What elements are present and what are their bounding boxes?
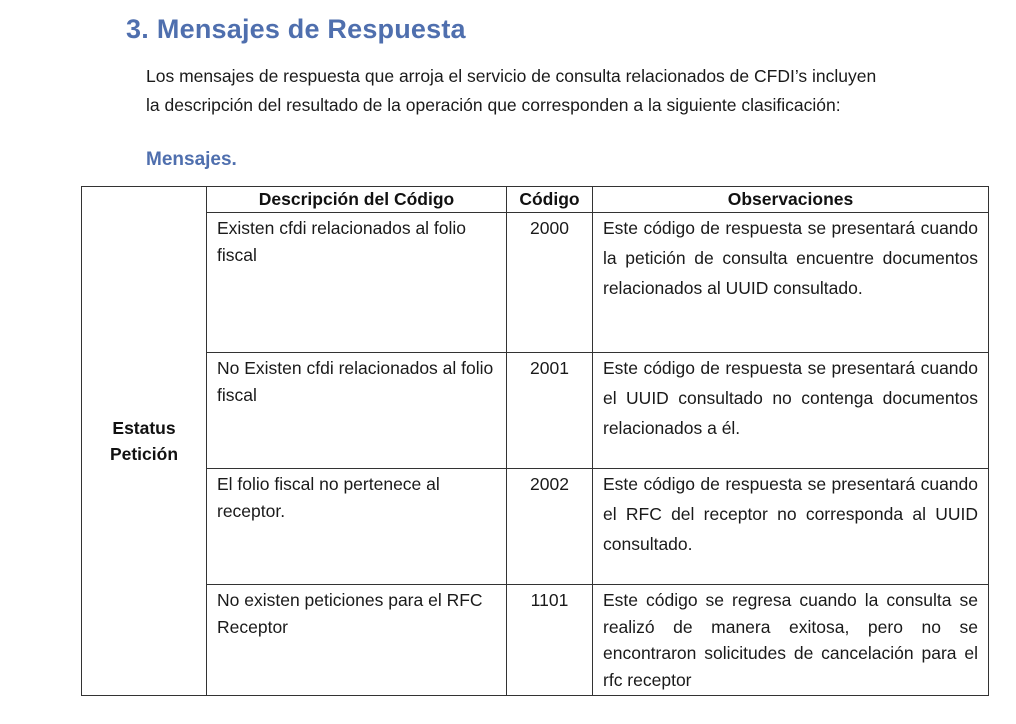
- row-code: 2002: [507, 469, 593, 585]
- header-description: Descripción del Código: [207, 187, 507, 213]
- table-row: [82, 213, 989, 353]
- header-code: Código: [507, 187, 593, 213]
- row-code: 1101: [507, 585, 593, 696]
- response-codes-table: [81, 186, 989, 696]
- table-header-row: [82, 187, 989, 213]
- row-description: Existen cfdi relacionados al folio fiscal: [207, 213, 507, 353]
- status-label-line-1: Estatus: [112, 418, 176, 438]
- status-label-cell: [82, 187, 207, 696]
- subheading-mensajes: Mensajes.: [146, 149, 237, 170]
- row-code: 2000: [507, 213, 593, 353]
- intro-paragraph: [146, 62, 986, 120]
- section-title: Mensajes de Respuesta: [156, 14, 466, 44]
- row-observation: Este código de respuesta se presentará cuando el UUID consultado no contenga documentos relacionados a él.: [593, 353, 989, 469]
- status-label-line-2: Petición: [109, 444, 179, 464]
- row-observation: Este código de respuesta se presentará cuando la petición de consulta encuentre documentos relacionados al UUID consultado.: [593, 213, 989, 353]
- section-heading: [126, 14, 466, 45]
- table-row: [82, 353, 989, 469]
- row-observation: Este código se regresa cuando la consulta se realizó de manera exitosa, pero no se encontraron solicitudes de cancelación para el rfc receptor: [593, 585, 989, 696]
- table-row: [82, 585, 989, 696]
- row-description: El folio fiscal no pertenece al receptor.: [207, 469, 507, 585]
- row-description: No Existen cfdi relacionados al folio fiscal: [207, 353, 507, 469]
- section-number: 3.: [126, 14, 149, 44]
- intro-line-2: la descripción del resultado de la operación que corresponden a la siguiente clasificación:: [146, 95, 841, 115]
- intro-line-1: Los mensajes de respuesta que arroja el servicio de consulta relacionados de CFDI’s incluyen: [146, 66, 877, 86]
- row-code: 2001: [507, 353, 593, 469]
- header-observations: Observaciones: [593, 187, 989, 213]
- row-description: No existen peticiones para el RFC Receptor: [207, 585, 507, 696]
- table-row: [82, 469, 989, 585]
- row-observation: Este código de respuesta se presentará cuando el RFC del receptor no corresponda al UUID consultado.: [593, 469, 989, 585]
